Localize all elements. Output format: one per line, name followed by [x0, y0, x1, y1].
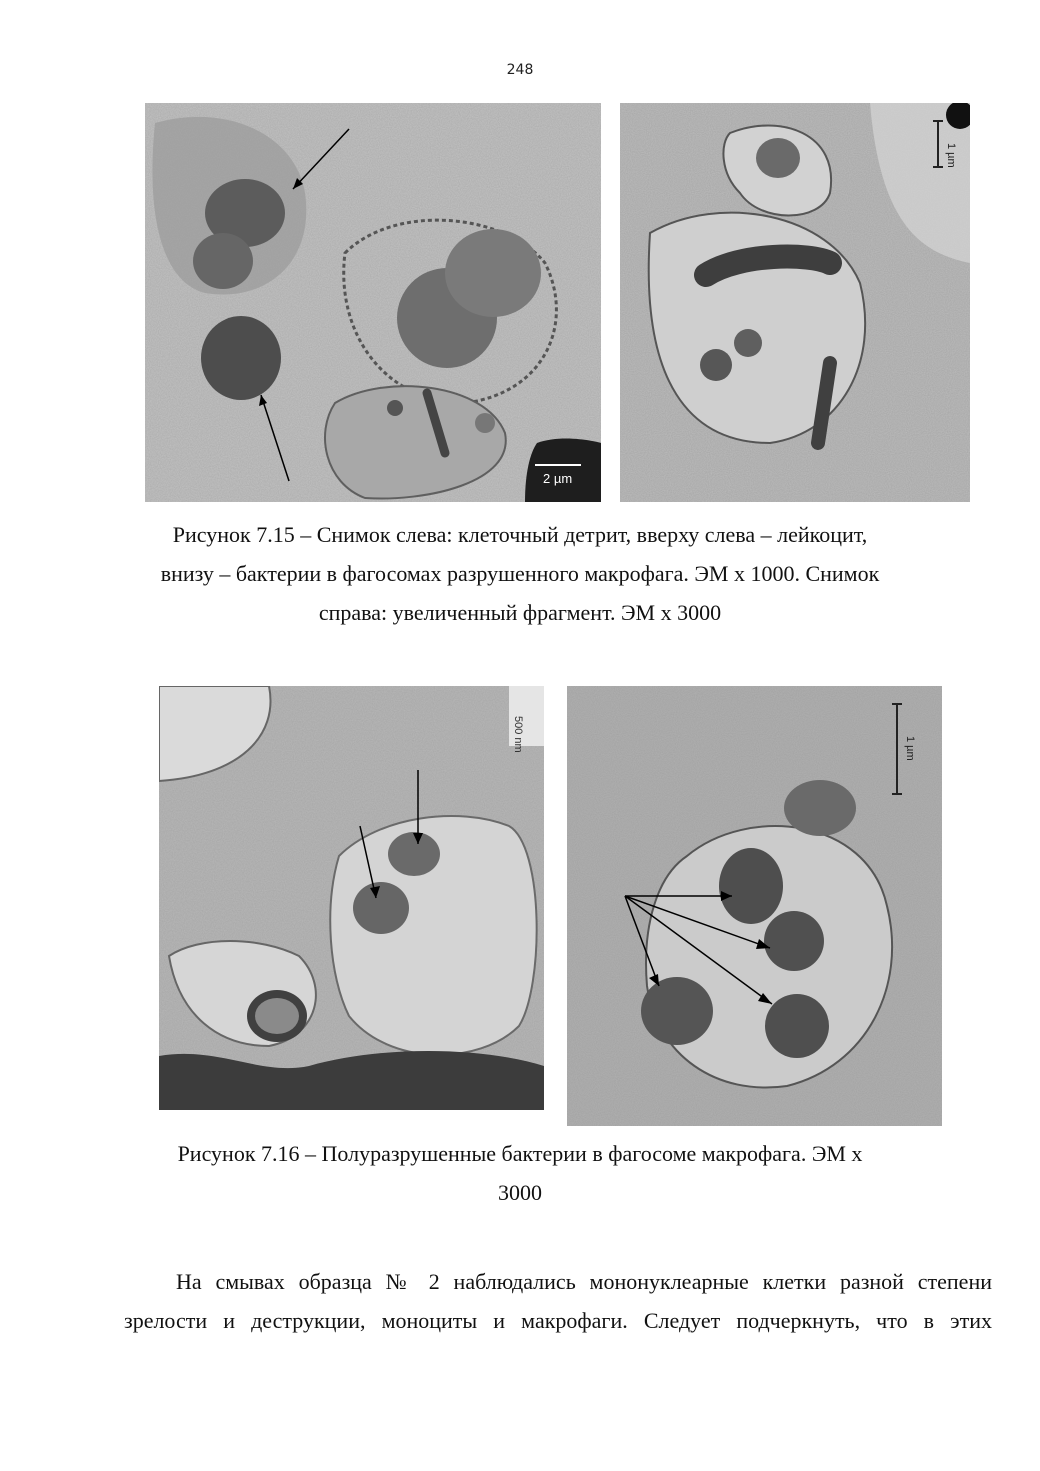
caption-line: справа: увеличенный фрагмент. ЭМ х 3000: [318, 600, 722, 625]
caption-line: 3000: [498, 1180, 542, 1205]
caption-line: внизу – бактерии в фагосомах разрушенного макрофага. ЭМ х 1000. Снимок: [160, 561, 880, 586]
caption-line: Рисунок 7.16 – Полуразрушенные бактерии в фагосоме макрофага. ЭМ х: [177, 1141, 863, 1166]
scale-label-7-16-right: 1 µm: [904, 736, 916, 761]
body-line: зрелости и деструкции, моноциты и макрофаги. Следует подчеркнуть, что в этих: [124, 1308, 992, 1333]
em-image-7-16-left: [159, 686, 544, 1110]
figure-7-16-caption: [100, 1134, 940, 1212]
em-image-7-15-left: [145, 103, 601, 502]
em-image-7-15-right: [620, 103, 970, 502]
em-image-7-16-right: [567, 686, 942, 1126]
figure-7-15-caption: [100, 515, 940, 632]
scale-label-7-15-left: 2 µm: [543, 471, 573, 486]
scale-label-7-15-right: 1 µm: [945, 143, 957, 168]
scale-label-7-16-left: 500 nm: [512, 716, 524, 753]
body-paragraph: [124, 1262, 992, 1340]
caption-line: Рисунок 7.15 – Снимок слева: клеточный детрит, вверху слева – лейкоцит,: [172, 522, 868, 547]
body-line: На смывах образца № 2 наблюдались мононуклеарные клетки разной степени: [176, 1269, 992, 1294]
page-number: 248: [506, 62, 534, 78]
